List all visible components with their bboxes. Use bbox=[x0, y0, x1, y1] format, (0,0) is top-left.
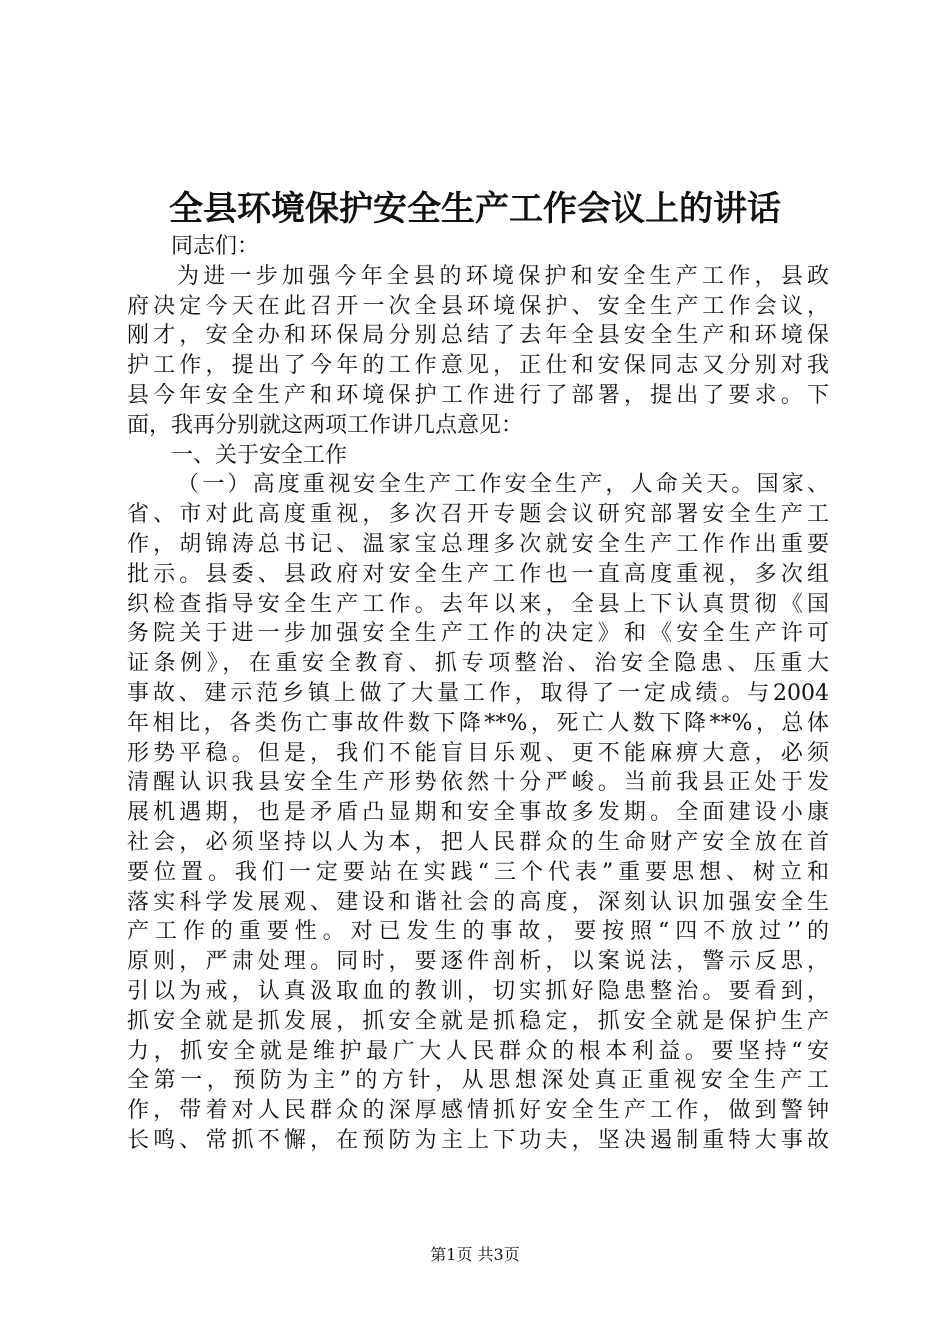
body-line: 力，抓安全就是维护最广大人民群众的根本利益。要坚持“安 bbox=[127, 1038, 829, 1064]
body-line: 作，带着对人民群众的深厚感情抓好安全生产工作，做到警钟 bbox=[127, 1098, 829, 1124]
body-line: 为进一步加强今年全县的环境保护和安全生产工作，县政 bbox=[177, 263, 829, 289]
body-line: 要位置。我们一定要站在实践“三个代表”重要思想、树立和 bbox=[127, 859, 829, 885]
body-line: 作，胡锦涛总书记、温家宝总理多次就安全生产工作作出重要 bbox=[127, 531, 829, 557]
body-line: 府决定今天在此召开一次全县环境保护、安全生产工作会议， bbox=[127, 293, 829, 319]
body-line: 形势平稳。但是，我们不能盲目乐观、更不能麻痹大意，必须 bbox=[127, 740, 829, 766]
body-line: 抓安全就是抓发展，抓安全就是抓稳定，抓安全就是保护生产 bbox=[127, 1008, 829, 1034]
body-line: 落实科学发展观、建设和谐社会的高度，深刻认识加强安全生 bbox=[127, 889, 829, 915]
body-line: 原则，严肃处理。同时，要逐件剖析，以案说法，警示反思， bbox=[127, 949, 829, 975]
body-line: 展机遇期，也是矛盾凸显期和安全事故多发期。全面建设小康 bbox=[127, 800, 829, 826]
body-line: 长鸣、常抓不懈，在预防为主上下功夫，坚决遏制重特大事故 bbox=[127, 1127, 829, 1153]
body-line: 批示。县委、县政府对安全生产工作也一直高度重视，多次组 bbox=[127, 561, 829, 587]
body-line: 县今年安全生产和环境保护工作进行了部署，提出了要求。下 bbox=[127, 382, 829, 408]
body-line: 事故、建示范乡镇上做了大量工作，取得了一定成绩。与2004 bbox=[127, 680, 829, 706]
body-line: 刚才，安全办和环保局分别总结了去年全县安全生产和环境保 bbox=[127, 323, 829, 349]
body-line: 护工作，提出了今年的工作意见，正仕和安保同志又分别对我 bbox=[127, 353, 829, 379]
body-line: 清醒认识我县安全生产形势依然十分严峻。当前我县正处于发 bbox=[127, 770, 829, 796]
body-line: 社会，必须坚持以人为本，把人民群众的生命财产安全放在首 bbox=[127, 829, 829, 855]
salutation-line: 同志们： bbox=[171, 234, 260, 259]
body-line: （一）高度重视安全生产工作安全生产，人命关天。国家、 bbox=[177, 472, 829, 498]
body-line: 年相比，各类伤亡事故件数下降**%，死亡人数下降**%，总体 bbox=[127, 710, 829, 736]
body-line: 务院关于进一步加强安全生产工作的决定》和《安全生产许可 bbox=[127, 621, 829, 647]
body-line: 省、市对此高度重视，多次召开专题会议研究部署安全生产工 bbox=[127, 502, 829, 528]
document-title: 全县环境保护安全生产工作会议上的讲话 bbox=[169, 189, 781, 229]
page-number-footer: 第1页 共3页 bbox=[430, 1245, 520, 1264]
body-line: 证条例》，在重安全教育、抓专项整治、治安全隐患、压重大 bbox=[127, 651, 829, 677]
section-heading: 一、关于安全工作 bbox=[171, 442, 348, 468]
body-line: 产工作的重要性。对已发生的事故，要按照“四不放过’’的 bbox=[127, 919, 829, 945]
body-line: 全第一，预防为主”的方针，从思想深处真正重视安全生产工 bbox=[127, 1068, 829, 1094]
document-body bbox=[127, 232, 829, 1156]
body-line: 面，我再分别就这两项工作讲几点意见： bbox=[127, 412, 524, 438]
body-line: 引以为戒，认真汲取血的教训，切实抓好隐患整治。要看到， bbox=[127, 978, 829, 1004]
body-line: 织检查指导安全生产工作。去年以来，全县上下认真贯彻《国 bbox=[127, 591, 829, 617]
